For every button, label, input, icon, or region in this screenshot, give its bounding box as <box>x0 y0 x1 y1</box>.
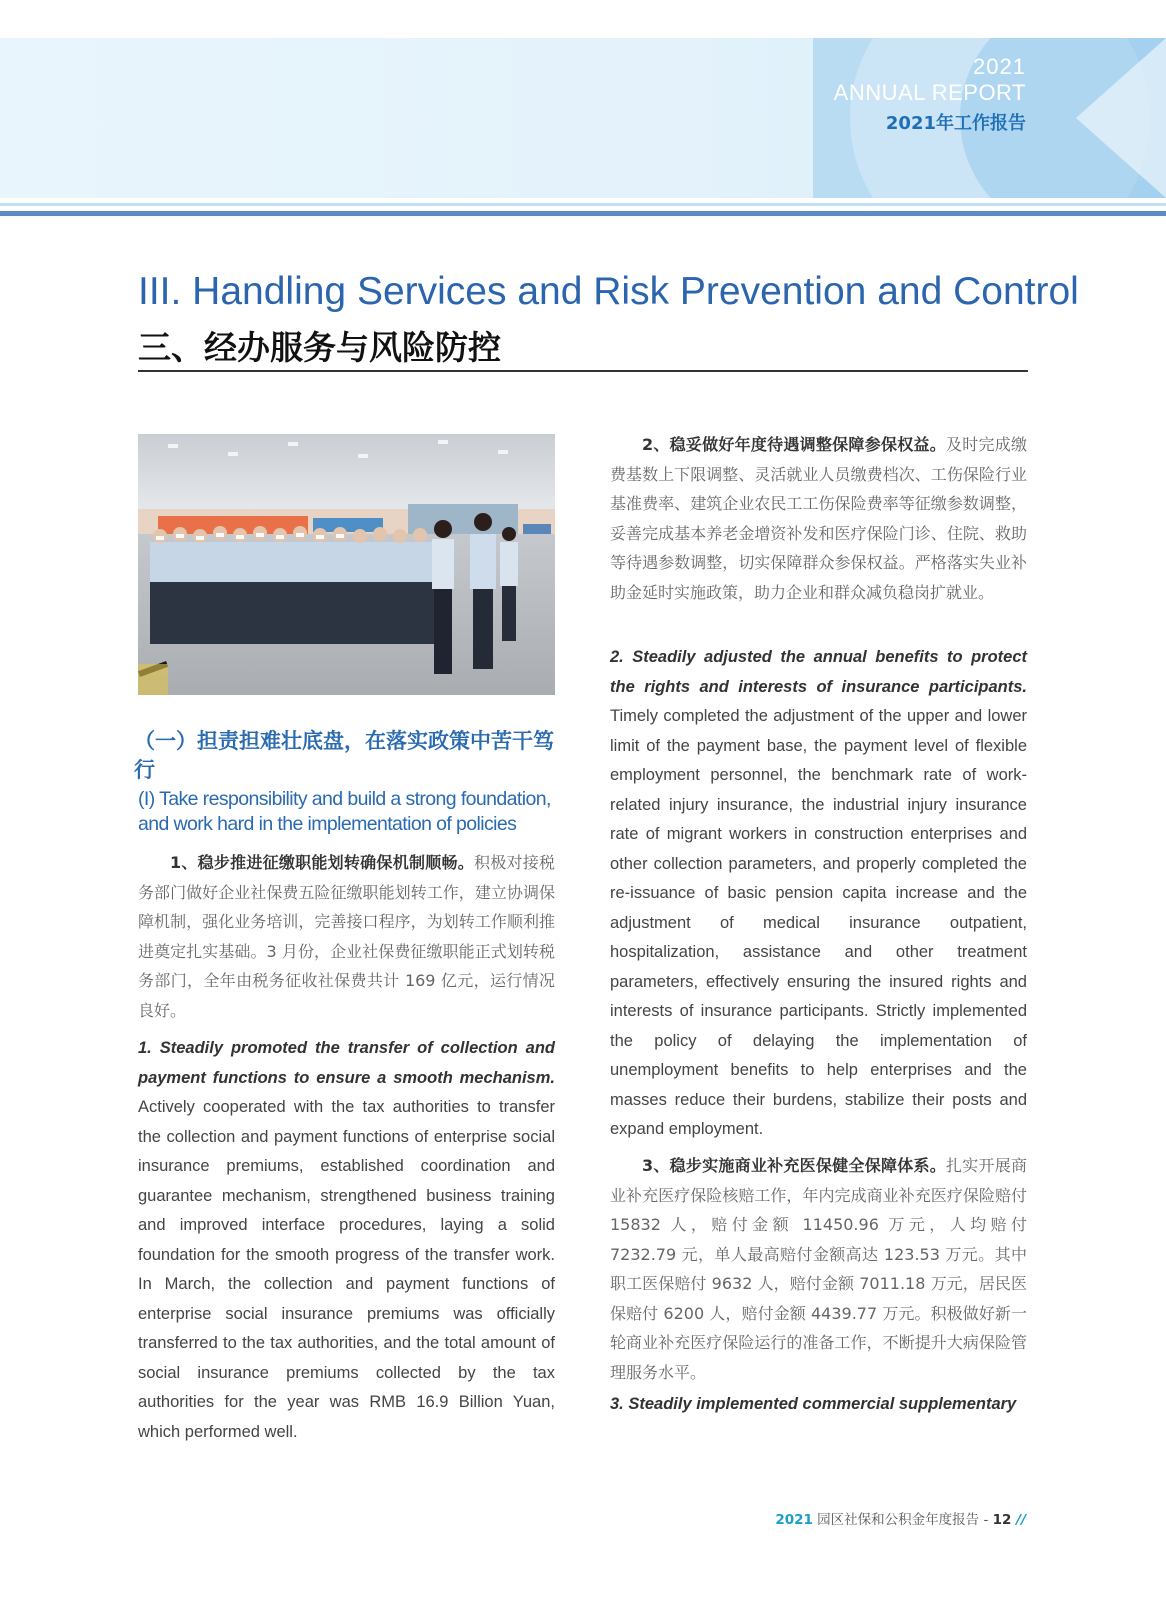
item-1-body-en: Actively cooperated with the tax authorities to transfer the collection and payment functions of enterprise social insurance premiums, established coordination and guarantee mechanism, strengthened business training and improved interface procedures, laying a solid foundation for the smooth progress of the transfer work. In March, the collection and payment functions of enterprise social insurance premiums was officially transferred to the tax authorities, and the total amount of social insurance premiums collected by the tax authorities for the year was RMB 16.9 Billion Yuan, which performed well. <box>138 1098 555 1441</box>
item-1-en <box>138 1034 555 1447</box>
header-rule-thin <box>0 203 1166 206</box>
item-3-en <box>610 1390 1027 1420</box>
footer-slashes: // <box>1011 1512 1026 1528</box>
report-year: 2021 <box>973 54 1026 79</box>
section-title-en: III. Handling Services and Risk Prevention and Control <box>138 270 1079 313</box>
subsection-title-cn: （一）担责担难壮底盘，在落实政策中苦干笃行 <box>134 729 554 782</box>
item-3-lead-cn: 3、稳步实施商业补充医保健全保障体系。 <box>642 1156 946 1175</box>
item-3-cn <box>610 1151 1027 1387</box>
item-3-lead-en: 3. Steadily implemented commercial supplementary <box>610 1395 1017 1413</box>
item-2-cn <box>610 430 1027 607</box>
page-footer <box>775 1508 1026 1528</box>
report-title-cn: 2021年工作报告 <box>885 113 1026 134</box>
section-title-cn: 三、经办服务与风险防控 <box>138 328 501 367</box>
header-rule-thick <box>0 211 1166 216</box>
item-3-en-paragraph <box>610 1390 1027 1420</box>
subsection-title-en: (I) Take responsibility and build a strong foundation, and work hard in the implementation of policies <box>138 788 551 835</box>
item-2-cn-paragraph <box>610 430 1027 607</box>
footer-year: 2021 <box>775 1512 813 1528</box>
staff-group-photo <box>138 434 555 695</box>
report-title-en: ANNUAL REPORT <box>833 80 1026 105</box>
item-2-en <box>610 643 1027 1145</box>
item-2-lead-cn: 2、稳妥做好年度待遇调整保障参保权益。 <box>642 435 946 454</box>
item-2-body-en: Timely completed the adjustment of the upper and lower limit of the payment base, the payment level of flexible employment personnel, the benchmark rate of work-related injury insurance, the industrial injury insurance rate of migrant workers in construction enterprises and other collection parameters, and properly completed the re-issuance of basic pension capita increase and the adjustment of medical insurance outpatient, hospitalization, assistance and other treatment parameters, effectively ensuring the insured rights and interests of insurance participants. Strictly implemented the policy of delaying the implementation of unemployment benefits to help enterprises and the masses reduce their burdens, stabilize their posts and expand employment. <box>610 707 1027 1138</box>
item-3-cn-paragraph <box>610 1151 1027 1387</box>
item-2-en-paragraph <box>610 643 1027 1145</box>
item-2-body-cn: 及时完成缴费基数上下限调整、灵活就业人员缴费档次、工伤保险行业基准费率、建筑企业农民工工伤保险费率等征缴参数调整，妥善完成基本养老金增资补发和医疗保险门诊、住院、救助等待遇参数调整，切实保障群众参保权益。严格落实失业补助金延时实施政策，助力企业和群众减负稳岗扩就业。 <box>610 435 1027 602</box>
page-number: 12 <box>992 1512 1012 1528</box>
item-1-lead-cn: 1、稳步推进征缴职能划转确保机制顺畅。 <box>170 853 474 872</box>
banner-triangle-decoration <box>1076 38 1166 198</box>
item-1-cn <box>138 848 555 1025</box>
item-1-cn-paragraph <box>138 848 555 1025</box>
item-1-en-paragraph <box>138 1034 555 1447</box>
item-1-body-cn: 积极对接税务部门做好企业社保费五险征缴职能划转工作，建立协调保障机制，强化业务培训，完善接口程序，为划转工作顺利推进奠定扎实基础。3 月份，企业社保费征缴职能正式划转税务部门，全年由税务征收社保费共计 169 亿元，运行情况良好。 <box>138 853 555 1020</box>
item-2-lead-en: 2. Steadily adjusted the annual benefits to protect the rights and interests of insurance participants. <box>610 648 1027 696</box>
item-3-body-cn: 扎实开展商业补充医疗保险核赔工作，年内完成商业补充医疗保险赔付 15832 人，赔付金额 11450.96 万元，人均赔付 7232.79 元，单人最高赔付金额高达 123.53 万元。其中职工医保赔付 9632 人，赔付金额 7011.18 万元，居民医保赔付 6200 人，赔付金额 4439.77 万元。积极做好新一轮商业补充医疗保险运行的准备工作，不断提升大病保险管理服务水平。 <box>610 1156 1027 1382</box>
footer-text: 园区社保和公积金年度报告 - <box>812 1512 993 1528</box>
section-title-rule <box>138 370 1028 372</box>
item-1-lead-en: 1. Steadily promoted the transfer of collection and payment functions to ensure a smooth mechanism. <box>138 1039 555 1087</box>
